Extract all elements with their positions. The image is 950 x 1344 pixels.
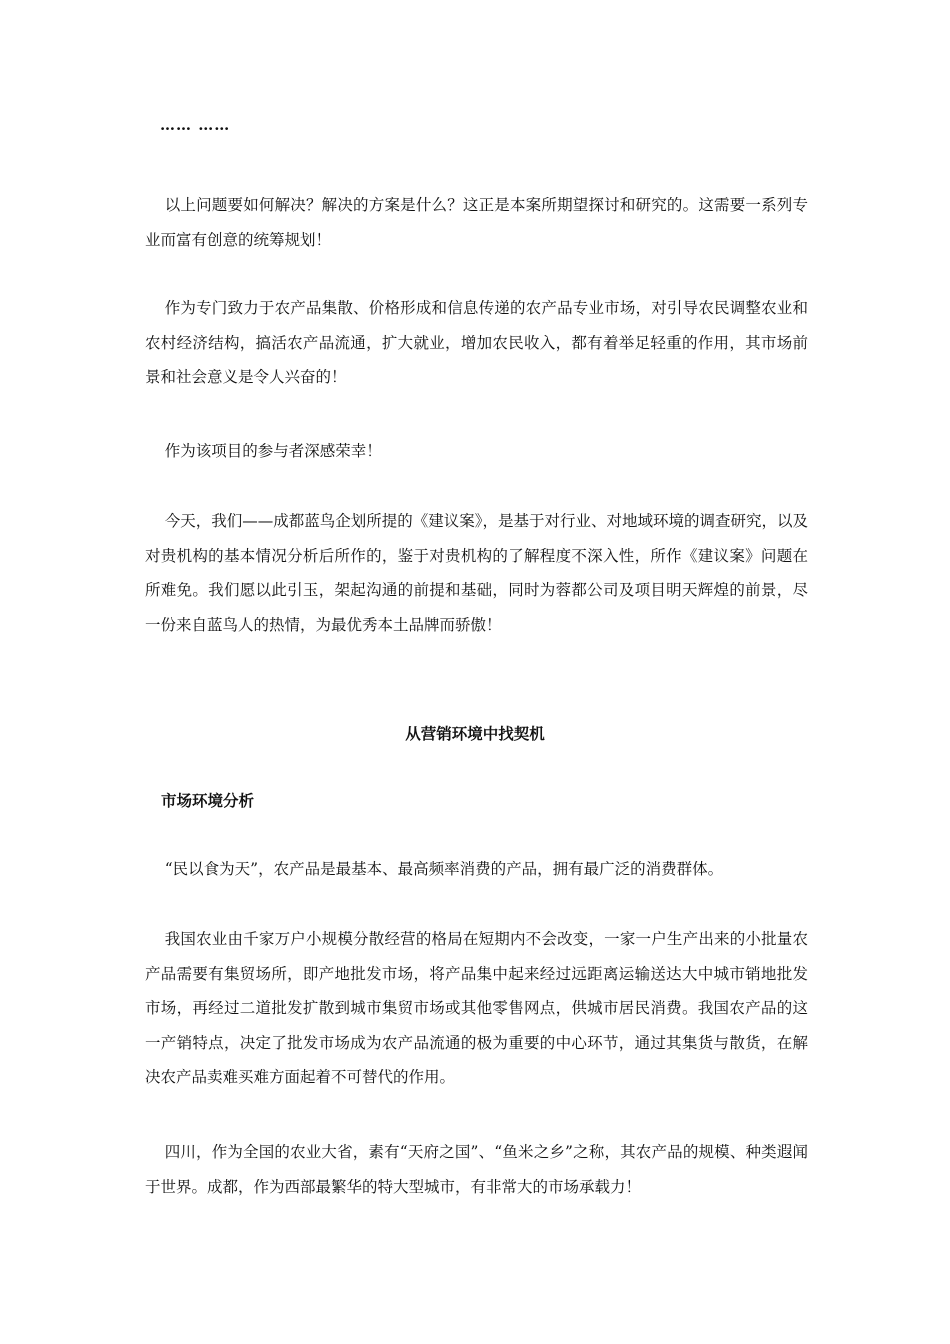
- paragraph-proposal: 今天，我们——成都蓝鸟企划所提的《建议案》，是基于对行业、对地域环境的调查研究，以及对贵机构的基本情况分析后所作的，鉴于对贵机构的了解程度不深入性，所作《建议案》问题在所难免。我们愿以此引玉，架起沟通的前提和基础，同时为蓉都公司及项目明天辉煌的前景，尽一份来自蓝鸟人的热情，为最优秀本土品牌而骄傲！: [145, 512, 808, 634]
- paragraph-wholesale-market: 我国农业由千家万户小规模分散经营的格局在短期内不会改变，一家一户生产出来的小批量农产品需要有集贸场所，即产地批发市场，将产品集中起来经过远距离运输送达大中城市销地批发市场，再经过二道批发扩散到城市集贸市场或其他零售网点，供城市居民消费。我国农产品的这一产销特点，决定了批发市场成为农产品流通的极为重要的中心环节，通过其集货与散货，在解决农产品卖难买难方面起着不可替代的作用。: [145, 930, 808, 1086]
- paragraph-food-first: “民以食为天”，农产品是最基本、最高频率消费的产品，拥有最广泛的消费群体。: [164, 860, 724, 878]
- ellipsis-line: …… ……: [160, 116, 231, 134]
- paragraph-honored: 作为该项目的参与者深感荣幸！: [164, 442, 382, 460]
- paragraph-market-significance: 作为专门致力于农产品集散、价格形成和信息传递的农产品专业市场，对引导农民调整农业和农村经济结构，搞活农产品流通，扩大就业，增加农民收入，都有着举足轻重的作用，其市场前景和社会意义是令人兴奋的！: [145, 299, 808, 386]
- subsection-title: 市场环境分析: [161, 792, 255, 810]
- paragraph-sichuan: 四川，作为全国的农业大省，素有“天府之国”、“鱼米之乡”之称，其农产品的规模、种类遐闻于世界。成都，作为西部最繁华的特大型城市，有非常大的市场承载力！: [145, 1143, 808, 1196]
- paragraph-intro-question: 以上问题要如何解决？解决的方案是什么？这正是本案所期望探讨和研究的。这需要一系列专业而富有创意的统筹规划！: [145, 196, 808, 249]
- section-title: 从营销环境中找契机: [405, 725, 545, 743]
